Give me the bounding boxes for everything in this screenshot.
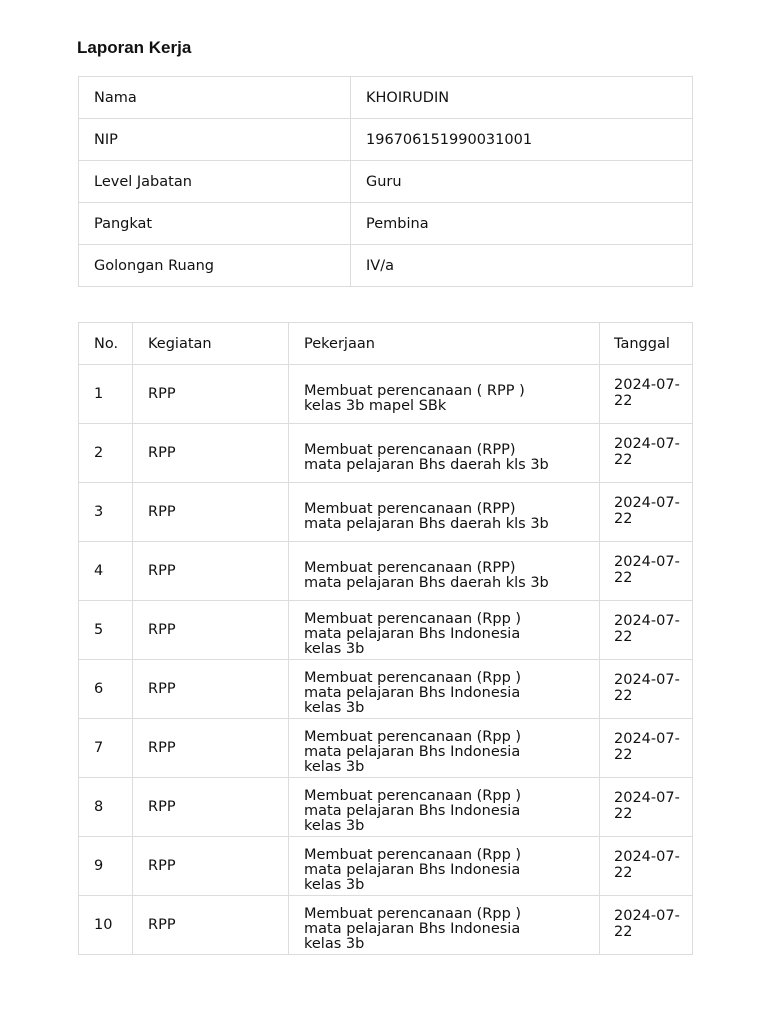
table-row xyxy=(79,601,693,660)
cell-no: 10 xyxy=(79,896,133,955)
cell-no: 8 xyxy=(79,778,133,837)
cell-pekerjaan xyxy=(289,424,600,483)
cell-pekerjaan-text: Membuat perencanaan (RPP) mata pelajaran Bhs daerah kls 3b xyxy=(304,500,549,532)
header-tanggal: Tanggal xyxy=(600,323,693,365)
cell-tanggal: 2024-07-22 xyxy=(600,896,693,955)
cell-kegiatan: RPP xyxy=(133,424,289,483)
cell-pekerjaan xyxy=(289,896,600,955)
table-row xyxy=(79,719,693,778)
cell-kegiatan: RPP xyxy=(133,601,289,660)
cell-pekerjaan xyxy=(289,719,600,778)
cell-pekerjaan xyxy=(289,601,600,660)
page-title: Laporan Kerja xyxy=(77,38,192,57)
cell-kegiatan: RPP xyxy=(133,660,289,719)
table-row xyxy=(79,542,693,601)
profile-label: NIP xyxy=(79,119,351,161)
cell-tanggal: 2024-07-22 xyxy=(600,424,693,483)
profile-row-nip xyxy=(79,119,693,161)
cell-kegiatan: RPP xyxy=(133,483,289,542)
cell-no: 7 xyxy=(79,719,133,778)
cell-pekerjaan-text: Membuat perencanaan (RPP) mata pelajaran Bhs daerah kls 3b xyxy=(304,559,549,591)
table-row xyxy=(79,896,693,955)
profile-value: Pembina xyxy=(351,203,693,245)
profile-value: KHOIRUDIN xyxy=(351,77,693,119)
cell-pekerjaan xyxy=(289,837,600,896)
cell-no: 2 xyxy=(79,424,133,483)
cell-pekerjaan-text: Membuat perencanaan (Rpp ) mata pelajaran Bhs Indonesia kelas 3b xyxy=(304,906,522,952)
cell-kegiatan: RPP xyxy=(133,837,289,896)
cell-tanggal: 2024-07-22 xyxy=(600,542,693,601)
table-row xyxy=(79,837,693,896)
profile-label: Golongan Ruang xyxy=(79,245,351,287)
cell-no: 1 xyxy=(79,365,133,424)
cell-tanggal: 2024-07-22 xyxy=(600,778,693,837)
profile-value: 196706151990031001 xyxy=(351,119,693,161)
cell-pekerjaan xyxy=(289,778,600,837)
table-row xyxy=(79,660,693,719)
cell-pekerjaan xyxy=(289,365,600,424)
profile-value: IV/a xyxy=(351,245,693,287)
cell-pekerjaan xyxy=(289,660,600,719)
cell-pekerjaan-text: Membuat perencanaan (Rpp ) mata pelajaran Bhs Indonesia kelas 3b xyxy=(304,729,522,775)
profile-label: Level Jabatan xyxy=(79,161,351,203)
cell-pekerjaan-text: Membuat perencanaan (Rpp ) mata pelajaran Bhs Indonesia kelas 3b xyxy=(304,611,522,657)
profile-row-level-jabatan xyxy=(79,161,693,203)
header-pekerjaan: Pekerjaan xyxy=(289,323,600,365)
cell-pekerjaan xyxy=(289,483,600,542)
cell-tanggal: 2024-07-22 xyxy=(600,837,693,896)
profile-row-pangkat xyxy=(79,203,693,245)
cell-tanggal: 2024-07-22 xyxy=(600,365,693,424)
cell-no: 3 xyxy=(79,483,133,542)
header-kegiatan: Kegiatan xyxy=(133,323,289,365)
profile-row-nama xyxy=(79,77,693,119)
cell-pekerjaan-text: Membuat perencanaan (Rpp ) mata pelajaran Bhs Indonesia kelas 3b xyxy=(304,670,522,716)
cell-no: 5 xyxy=(79,601,133,660)
cell-no: 9 xyxy=(79,837,133,896)
cell-tanggal: 2024-07-22 xyxy=(600,601,693,660)
cell-kegiatan: RPP xyxy=(133,542,289,601)
cell-pekerjaan-text: Membuat perencanaan (RPP) mata pelajaran Bhs daerah kls 3b xyxy=(304,441,549,473)
activity-header-row xyxy=(79,323,693,365)
profile-label: Pangkat xyxy=(79,203,351,245)
cell-kegiatan: RPP xyxy=(133,778,289,837)
cell-pekerjaan-text: Membuat perencanaan (Rpp ) mata pelajaran Bhs Indonesia kelas 3b xyxy=(304,788,522,834)
table-row xyxy=(79,365,693,424)
profile-row-golongan-ruang xyxy=(79,245,693,287)
cell-kegiatan: RPP xyxy=(133,365,289,424)
table-row xyxy=(79,424,693,483)
profile-value: Guru xyxy=(351,161,693,203)
cell-pekerjaan-text: Membuat perencanaan ( RPP ) kelas 3b mapel SBk xyxy=(304,382,525,414)
activity-table xyxy=(78,322,693,955)
table-row xyxy=(79,778,693,837)
table-row xyxy=(79,483,693,542)
cell-tanggal: 2024-07-22 xyxy=(600,660,693,719)
cell-kegiatan: RPP xyxy=(133,896,289,955)
cell-tanggal: 2024-07-22 xyxy=(600,719,693,778)
profile-label: Nama xyxy=(79,77,351,119)
header-no: No. xyxy=(79,323,133,365)
cell-tanggal: 2024-07-22 xyxy=(600,483,693,542)
cell-kegiatan: RPP xyxy=(133,719,289,778)
cell-pekerjaan-text: Membuat perencanaan (Rpp ) mata pelajaran Bhs Indonesia kelas 3b xyxy=(304,847,522,893)
cell-no: 6 xyxy=(79,660,133,719)
profile-table xyxy=(78,76,693,287)
cell-no: 4 xyxy=(79,542,133,601)
cell-pekerjaan xyxy=(289,542,600,601)
